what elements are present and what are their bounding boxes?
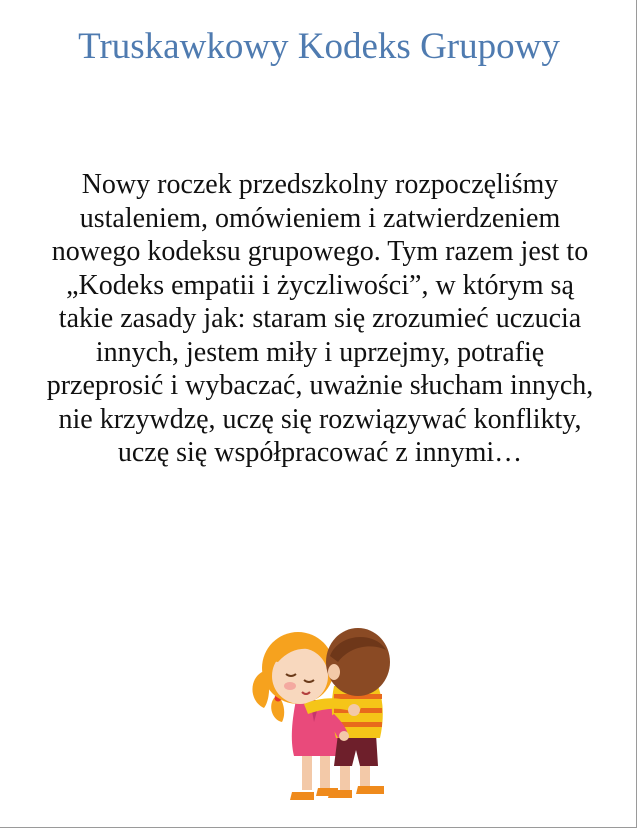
body-paragraph: Nowy roczek przedszkolny rozpoczęliśmy ustaleniem, omówieniem i zatwierdzeniem nowego kodeksu grupowego. Tym razem jest to „Kodeks empatii i życzliwości”, w którym są takie zasady jak: staram się zrozumieć uczucia innych, jestem miły i uprzejmy, potrafię przeprosić i wybaczać, uważnie słucham innych, nie krzywdzę, uczę się rozwiązywać konflikty, uczę się współpracować z innymi… — [46, 169, 594, 468]
boy-head — [326, 628, 390, 696]
girl-head — [262, 632, 334, 704]
page-title: Truskawkowy Kodeks Grupowy — [78, 26, 560, 67]
hugging-children-icon — [234, 610, 420, 806]
